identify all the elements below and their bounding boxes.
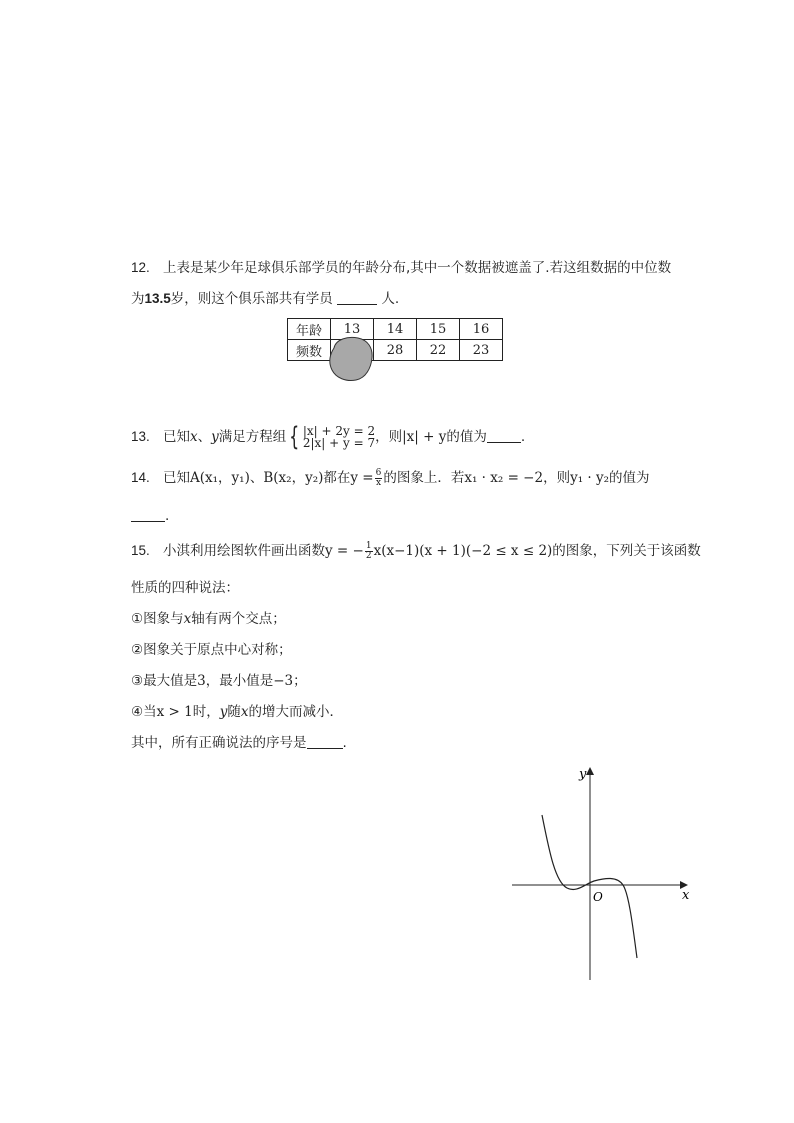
q12-line1 [131, 258, 671, 278]
q12-answer-blank[interactable] [337, 290, 377, 305]
q15-statement-2: ②图象关于原点中心对称； [131, 642, 292, 658]
x-axis-label: x [682, 888, 690, 903]
q13-expr: |x| + y [402, 429, 447, 445]
q14-point-a: A(x₁，y₁) [190, 470, 250, 486]
q12-number: 12. [131, 260, 150, 275]
q12-text2a: 为 [131, 291, 145, 307]
q15-frac-den: 2 [365, 550, 372, 561]
q14-number: 14. [131, 470, 150, 485]
q15-s4-b: 时， [192, 704, 220, 720]
q14-expr: y₁ · y₂ [570, 470, 610, 486]
q15-statement-3 [131, 671, 307, 691]
q15-func-rhs: x(x−1)(x + 1)(−2 ≤ x ≤ 2) [373, 543, 553, 559]
q13-text-b: 满足方程组 [218, 429, 287, 445]
q15-number: 15. [131, 543, 150, 558]
q15-fraction [365, 542, 373, 561]
q14-fraction [375, 469, 383, 488]
q13-end: . [520, 429, 526, 445]
q15-answer-blank[interactable] [307, 734, 343, 749]
q15-frac-num: 1 [365, 540, 372, 551]
age-cell: 14 [374, 319, 417, 340]
q13-answer-blank[interactable] [487, 428, 521, 443]
q13-text-a: 已知 [163, 429, 190, 445]
q15-s1-b: 轴有两个交点； [191, 611, 286, 627]
q15-text-a: 小淇利用绘图软件画出函数 [163, 543, 325, 559]
y-axis-label: y [579, 767, 587, 782]
q15-last-line [131, 733, 347, 753]
age-header-cell: 年龄 [288, 319, 331, 340]
freq-header-cell: 频数 [288, 340, 331, 361]
q15-line1 [131, 539, 701, 563]
q14-frac-den: x [375, 477, 382, 488]
q15-s4-d: 的增大而减小． [248, 704, 343, 720]
q13-sep: 、 [197, 429, 212, 445]
left-brace-icon: { [289, 422, 300, 452]
origin-label: O [593, 890, 603, 904]
q15-s3-c: ； [293, 673, 307, 689]
q12-text2c: 人. [381, 291, 400, 307]
freq-cell: 28 [374, 340, 417, 361]
q13-var-y: y [211, 429, 219, 445]
q15-s3-min: −3 [273, 673, 294, 689]
age-cell: 15 [417, 319, 460, 340]
q12-median-value: 13.5 [144, 291, 171, 306]
q15-s4-cond: x > 1 [156, 704, 193, 720]
q13-number: 13. [131, 429, 150, 444]
q15-statement-1 [131, 609, 286, 629]
q15-s3-max: 3 [197, 673, 206, 689]
q13-text-c: ，则 [375, 429, 403, 445]
q15-s4-c: 随 [227, 704, 241, 720]
q14-end: . [165, 508, 170, 524]
q15-last-b: . [342, 735, 347, 751]
q14-text-e: 的值为 [609, 470, 650, 486]
q15-statement-4 [131, 702, 343, 722]
q14-text-c: 的图象上．若 [383, 470, 465, 486]
q15-s4-y: y [219, 704, 228, 720]
q14-line [131, 466, 650, 490]
q12-line2 [131, 289, 399, 309]
q14-cond: x₁ · x₂ = −2 [464, 470, 544, 486]
q14-line2 [131, 506, 169, 526]
ink-blot-cover [326, 334, 376, 384]
age-cell: 16 [460, 319, 503, 340]
q15-last-a: 其中，所有正确说法的序号是 [131, 735, 307, 751]
q14-func-lhs: y = [350, 470, 374, 486]
q15-s3-a: ③最大值是 [131, 673, 198, 689]
q15-s1-var: x [183, 611, 192, 627]
q14-text-a: 已知 [163, 470, 190, 486]
q13-text-d: 的值为 [446, 429, 487, 445]
age-frequency-table [287, 318, 503, 361]
table-row [288, 340, 503, 361]
freq-cell: 22 [417, 340, 460, 361]
q12-text1: 上表是某少年足球俱乐部学员的年龄分布,其中一个数据被遮盖了.若这组数据的中位数 [163, 260, 672, 276]
q13-eq2: 2|x| + y = 7 [302, 436, 376, 450]
table-row [288, 319, 503, 340]
q15-text-b: 的图象，下列关于该函数 [552, 543, 701, 559]
q13-line [131, 424, 525, 450]
q14-answer-blank[interactable] [131, 507, 165, 522]
q14-text-b: 都在 [323, 470, 351, 486]
age-cell: 13 [331, 319, 374, 340]
q14-sep: 、 [249, 470, 264, 486]
q15-s1-a: ①图象与 [131, 611, 184, 627]
function-graph [505, 760, 705, 985]
q15-line2: 性质的四种说法： [131, 580, 239, 596]
q14-frac-num: 6 [375, 467, 382, 478]
q13-equation-system [286, 424, 375, 450]
q14-text-d: ，则 [543, 470, 571, 486]
q12-text2b: 岁，则这个俱乐部共有学员 [170, 291, 333, 307]
q15-s4-a: ④当 [131, 704, 157, 720]
q15-s4-x: x [240, 704, 249, 720]
q15-func-lhs: y = − [325, 543, 364, 559]
q13-equations [303, 425, 375, 449]
q14-point-b: B(x₂，y₂) [263, 470, 324, 486]
q13-var-x: x [190, 429, 198, 445]
q15-s3-b: ，最小值是 [205, 673, 274, 689]
q13-eq1: |x| + 2y = 2 [302, 424, 376, 438]
freq-cell: 23 [460, 340, 503, 361]
